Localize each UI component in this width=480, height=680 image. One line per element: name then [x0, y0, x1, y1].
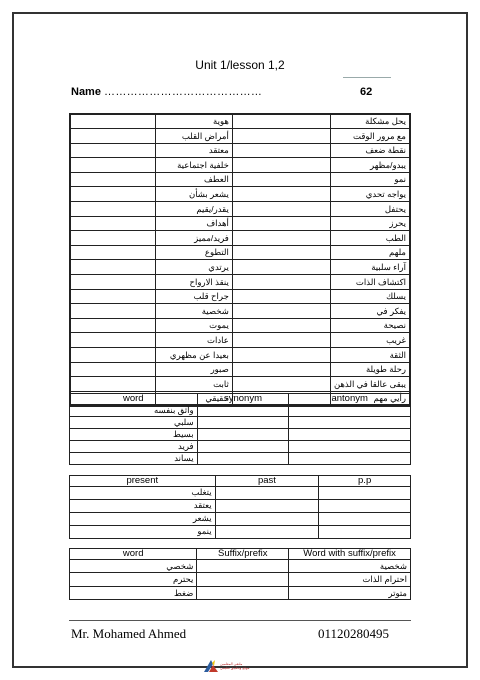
table-cell: شخصية: [289, 559, 411, 573]
vocab-meaning-2: شخصية: [156, 304, 233, 319]
answer-blank[interactable]: [232, 245, 330, 260]
vocab-meaning-2: معتقد: [156, 143, 233, 158]
vocab-meaning-1: ملهم: [330, 245, 410, 260]
answer-blank[interactable]: [215, 499, 319, 512]
vocab-meaning-2: عادات: [156, 333, 233, 348]
logo-text-line1: ملتقى المعلمين: [220, 661, 243, 666]
table-cell: يعتقد: [70, 499, 216, 512]
vocab-meaning-2: خلفية اجتماعية: [156, 158, 233, 173]
table-row: [70, 187, 410, 202]
name-blank: ……………………………………: [104, 86, 263, 98]
answer-blank[interactable]: [232, 377, 330, 392]
table-row: [70, 216, 410, 231]
vocab-meaning-1: نمو: [330, 172, 410, 187]
answer-blank[interactable]: [289, 440, 411, 452]
answer-blank[interactable]: [232, 202, 330, 217]
answer-blank[interactable]: [70, 289, 156, 304]
vocab-meaning-1: رأيي مهم: [330, 391, 410, 406]
table-row: [70, 559, 411, 573]
answer-blank[interactable]: [232, 187, 330, 202]
footer-divider: [69, 620, 411, 621]
answer-blank[interactable]: [70, 172, 156, 187]
table-row: [70, 416, 411, 428]
table-row: [70, 362, 410, 377]
site-logo: [204, 660, 250, 672]
table-row: [70, 348, 410, 363]
answer-blank[interactable]: [70, 129, 156, 144]
answer-blank[interactable]: [197, 416, 289, 428]
table-cell: يتغلب: [70, 486, 216, 499]
table-row: [70, 143, 410, 158]
answer-blank[interactable]: [70, 377, 156, 392]
vocab-meaning-2: جراح قلب: [156, 289, 233, 304]
table-row: [70, 377, 410, 392]
table-row: [70, 428, 411, 440]
vocab-meaning-2: هوية: [156, 114, 233, 129]
vocab-meaning-2: صبور: [156, 362, 233, 377]
answer-blank[interactable]: [232, 260, 330, 275]
vocab-meaning-2: بعيدا عن مظهري: [156, 348, 233, 363]
answer-blank[interactable]: [197, 586, 289, 600]
vocab-meaning-2: يموت: [156, 318, 233, 333]
vocab-meaning-1: غريب: [330, 333, 410, 348]
vocab-meaning-1: يبدو/مظهر: [330, 158, 410, 173]
answer-blank[interactable]: [70, 304, 156, 319]
table-row: [70, 114, 410, 129]
table-row: [70, 129, 410, 144]
table-row: [70, 202, 410, 217]
header-word-with-suffix: Word with suffix/prefix: [289, 549, 411, 560]
answer-blank[interactable]: [70, 245, 156, 260]
verb-forms-table: [69, 475, 411, 539]
vocab-meaning-2: العطف: [156, 172, 233, 187]
answer-blank[interactable]: [70, 187, 156, 202]
vocab-meaning-2: ينقذ الارواح: [156, 275, 233, 290]
logo-text-line2: موقع وتطبيق تعليمي: [220, 666, 250, 670]
table-row: [70, 486, 411, 499]
vocab-meaning-1: نصيحة: [330, 318, 410, 333]
vocab-meaning-2: أهداف: [156, 216, 233, 231]
answer-blank[interactable]: [70, 318, 156, 333]
answer-blank[interactable]: [197, 404, 289, 416]
answer-blank[interactable]: [197, 573, 289, 587]
answer-blank[interactable]: [232, 318, 330, 333]
table-row: [70, 318, 410, 333]
answer-blank[interactable]: [232, 333, 330, 348]
header-suffix-prefix: Suffix/prefix: [197, 549, 289, 560]
answer-blank[interactable]: [197, 452, 289, 464]
table-cell: فريد: [70, 440, 198, 452]
table-row: [70, 333, 410, 348]
vocab-meaning-1: يحرز: [330, 216, 410, 231]
answer-blank[interactable]: [232, 216, 330, 231]
table-row: [70, 525, 411, 538]
answer-blank[interactable]: [319, 512, 411, 525]
answer-blank[interactable]: [232, 275, 330, 290]
answer-blank[interactable]: [70, 143, 156, 158]
table-row: [70, 304, 410, 319]
answer-blank[interactable]: [70, 202, 156, 217]
answer-blank[interactable]: [215, 512, 319, 525]
table-row: [70, 404, 411, 416]
vocab-meaning-1: يفكر في: [330, 304, 410, 319]
answer-blank[interactable]: [70, 231, 156, 246]
vocab-meaning-1: يحل مشكلة: [330, 114, 410, 129]
answer-blank[interactable]: [70, 158, 156, 173]
header-antonym: antonym: [289, 394, 411, 405]
vocab-meaning-1: آراء سلبية: [330, 260, 410, 275]
vocab-meaning-1: يبقى عالقا في الذهن: [330, 377, 410, 392]
vocab-meaning-2: يقدر/يقيم: [156, 202, 233, 217]
vocabulary-table: [69, 113, 411, 407]
answer-blank[interactable]: [70, 348, 156, 363]
vocab-meaning-1: مع مرور الوقت: [330, 129, 410, 144]
table-cell: ضغط: [70, 586, 197, 600]
table-row: [70, 499, 411, 512]
table-cell: يساند: [70, 452, 198, 464]
vocab-meaning-2: حقيقي: [156, 391, 233, 406]
suffix-prefix-table: [69, 548, 411, 600]
vocab-meaning-2: يرتدي: [156, 260, 233, 275]
answer-blank[interactable]: [232, 304, 330, 319]
vocab-meaning-2: فريد/مميز: [156, 231, 233, 246]
table-row: [70, 245, 410, 260]
answer-blank[interactable]: [232, 231, 330, 246]
vocab-meaning-2: التطوع: [156, 245, 233, 260]
vocab-meaning-1: رحلة طويلة: [330, 362, 410, 377]
vocab-meaning-1: نقطة ضعف: [330, 143, 410, 158]
vocab-meaning-1: يحتفل: [330, 202, 410, 217]
vocab-meaning-2: يشعر بشأن: [156, 187, 233, 202]
header-word: word: [70, 549, 197, 560]
table-cell: يحترم: [70, 573, 197, 587]
vocab-meaning-2: أمراض القلب: [156, 129, 233, 144]
table-cell: ينمو: [70, 525, 216, 538]
answer-blank[interactable]: [232, 172, 330, 187]
table-row: [70, 158, 410, 173]
answer-blank[interactable]: [232, 362, 330, 377]
answer-blank[interactable]: [319, 486, 411, 499]
teacher-phone: 01120280495: [318, 626, 390, 641]
answer-blank[interactable]: [197, 428, 289, 440]
name-field: [71, 86, 262, 98]
vocab-meaning-2: ثابت: [156, 377, 233, 392]
table-cell: شخصي: [70, 559, 197, 573]
answer-blank[interactable]: [289, 416, 411, 428]
table-cell: يشعر: [70, 512, 216, 525]
name-label: Name: [71, 86, 101, 98]
table-row: [70, 289, 410, 304]
header-present: present: [70, 476, 216, 487]
answer-blank[interactable]: [232, 143, 330, 158]
table-cell: سلبي: [70, 416, 198, 428]
answer-blank[interactable]: [215, 486, 319, 499]
header-word: word: [70, 394, 198, 405]
answer-blank[interactable]: [232, 158, 330, 173]
answer-blank[interactable]: [319, 525, 411, 538]
table-row: [70, 231, 410, 246]
vocab-meaning-1: يسلك: [330, 289, 410, 304]
answer-blank[interactable]: [70, 260, 156, 275]
table-cell: بسيط: [70, 428, 198, 440]
table-row: [70, 586, 411, 600]
table-row: [70, 573, 411, 587]
answer-blank[interactable]: [70, 114, 156, 129]
answer-blank[interactable]: [232, 348, 330, 363]
table-row: [70, 452, 411, 464]
header-synonym: synonym: [197, 394, 289, 405]
answer-blank[interactable]: [70, 275, 156, 290]
table-row: [70, 260, 410, 275]
answer-blank[interactable]: [232, 129, 330, 144]
answer-blank[interactable]: [70, 216, 156, 231]
synonym-antonym-table: [69, 393, 411, 465]
answer-blank[interactable]: [197, 559, 289, 573]
table-row: [70, 172, 410, 187]
answer-blank[interactable]: [70, 362, 156, 377]
table-row: [70, 512, 411, 525]
answer-blank[interactable]: [289, 452, 411, 464]
table-cell: متوتر: [289, 586, 411, 600]
answer-blank[interactable]: [232, 114, 330, 129]
answer-blank[interactable]: [215, 525, 319, 538]
table-row: [70, 440, 411, 452]
teacher-name: Mr. Mohamed Ahmed: [71, 626, 187, 641]
answer-blank[interactable]: [197, 440, 289, 452]
answer-blank[interactable]: [70, 333, 156, 348]
vocab-meaning-1: اكتشاف الذات: [330, 275, 410, 290]
header-past: past: [215, 476, 319, 487]
logo-mark-icon: [204, 660, 218, 672]
table-cell: احترام الذات: [289, 573, 411, 587]
answer-blank[interactable]: [289, 404, 411, 416]
answer-blank[interactable]: [289, 428, 411, 440]
vocab-meaning-1: الطب: [330, 231, 410, 246]
worksheet-title: Unit 1/lesson 1,2: [195, 58, 285, 72]
score-value: 62: [360, 86, 373, 98]
table-cell: واثق بنفسه: [70, 404, 198, 416]
score-underline: [343, 77, 391, 78]
answer-blank[interactable]: [232, 289, 330, 304]
vocab-meaning-1: الثقة: [330, 348, 410, 363]
header-pp: p.p: [319, 476, 411, 487]
vocab-meaning-1: يواجه تحدي: [330, 187, 410, 202]
answer-blank[interactable]: [319, 499, 411, 512]
table-row: [70, 275, 410, 290]
